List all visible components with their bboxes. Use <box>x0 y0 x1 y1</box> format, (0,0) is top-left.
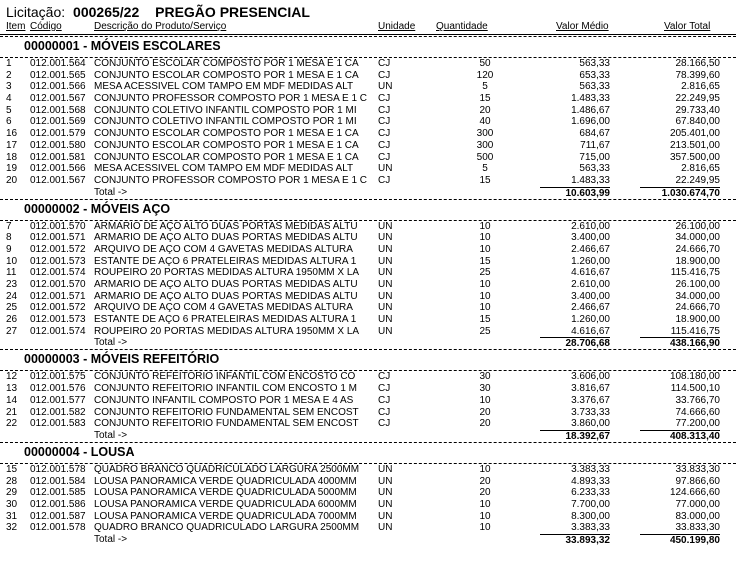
cell-average-value: 1.260,00 <box>571 255 610 267</box>
cell-unit: CJ <box>378 116 391 128</box>
cell-code: 012.001.574 <box>30 267 86 279</box>
cell-code: 012.001.573 <box>30 255 86 267</box>
cell-total-value: 24.666,70 <box>675 302 720 314</box>
total-average-value: 18.392,67 <box>540 430 610 443</box>
cell-unit: CJ <box>378 128 391 140</box>
cell-item: 11 <box>6 267 17 279</box>
cell-code: 012.001.578 <box>30 522 86 534</box>
cell-total-value: 213.501,00 <box>669 139 720 151</box>
cell-unit: UN <box>378 302 393 314</box>
cell-description: ESTANTE DE AÇO 6 PRATELEIRAS MEDIDAS ALTURA 1 <box>94 255 357 267</box>
group-title <box>0 349 736 371</box>
cell-description: CONJUNTO ESCOLAR COMPOSTO POR 1 MESA E 1 CA <box>94 58 359 69</box>
cell-average-value: 653,33 <box>579 69 610 81</box>
cell-average-value: 3.400,00 <box>571 232 610 244</box>
cell-description: ROUPEIRO 20 PORTAS MEDIDAS ALTURA 1950MM X LA <box>94 325 360 337</box>
group-title <box>0 199 736 221</box>
bid-modality: PREGÃO PRESENCIAL <box>155 4 310 20</box>
cell-code: 012.001.566 <box>30 81 86 93</box>
cell-unit: UN <box>378 522 393 534</box>
total-label: Total -> <box>94 534 128 545</box>
cell-total-value: 22.249,95 <box>675 174 720 186</box>
cell-quantity: 20 <box>479 406 491 418</box>
table-row <box>0 511 736 523</box>
total-sum-value: 438.166,90 <box>640 337 720 350</box>
cell-total-value: 2.816,65 <box>681 81 720 93</box>
cell-item: 5 <box>6 104 12 116</box>
cell-item: 26 <box>6 314 18 326</box>
cell-item: 19 <box>6 163 18 175</box>
cell-description: ESTANTE DE AÇO 6 PRATELEIRAS MEDIDAS ALTURA 1 <box>94 314 357 326</box>
cell-total-value: 2.816,65 <box>681 163 720 175</box>
cell-unit: UN <box>378 475 393 487</box>
cell-description: CONJUNTO REFEITORIO FUNDAMENTAL SEM ENCOST <box>94 418 359 430</box>
cell-code: 012.001.566 <box>30 163 86 175</box>
cell-item: 24 <box>6 290 18 302</box>
cell-average-value: 4.616,67 <box>571 267 610 279</box>
cell-description: CONJUNTO COLETIVO INFANTIL COMPOSTO POR 1 MI <box>94 104 357 116</box>
table-row <box>0 116 736 128</box>
cell-code: 012.001.585 <box>30 487 86 499</box>
cell-item: 29 <box>6 487 18 499</box>
cell-quantity: 10 <box>479 232 491 244</box>
cell-code: 012.001.570 <box>30 279 86 290</box>
cell-code: 012.001.580 <box>30 139 86 151</box>
table-row <box>0 476 736 488</box>
cell-quantity: 5 <box>482 81 488 93</box>
cell-item: 8 <box>6 232 12 244</box>
cell-total-value: 124.666,60 <box>669 487 720 499</box>
cell-quantity: 40 <box>479 116 491 128</box>
cell-unit: UN <box>378 81 393 93</box>
col-item: Item <box>6 21 26 32</box>
cell-average-value: 684,67 <box>579 128 610 140</box>
cell-description: CONJUNTO REFEITORIO INFANTIL COM ENCOSTO CO <box>94 371 356 383</box>
group-title-text: 00000003 - MÓVEIS REFEITÓRIO <box>24 352 220 367</box>
cell-average-value: 2.466,67 <box>571 243 610 255</box>
table-row <box>0 279 736 291</box>
group-total-row <box>0 337 736 349</box>
cell-unit: UN <box>378 232 393 244</box>
total-average-value: 33.893,32 <box>540 534 610 547</box>
total-sum-value: 408.313,40 <box>640 430 720 443</box>
cell-item: 7 <box>6 220 12 232</box>
cell-average-value: 563,33 <box>579 163 610 175</box>
cell-description: ARQUIVO DE AÇO COM 4 GAVETAS MEDIDAS ALTURA <box>94 243 353 255</box>
cell-quantity: 10 <box>479 290 491 302</box>
total-label: Total -> <box>94 186 128 198</box>
cell-description: CONJUNTO REFEITORIO INFANTIL COM ENCOSTO 1 M <box>94 383 357 395</box>
cell-unit: CJ <box>378 418 391 430</box>
table-row <box>0 140 736 152</box>
col-total-value: Valor Total <box>664 21 711 32</box>
cell-description: ARMARIO DE AÇO ALTO DUAS PORTAS MEDIDAS ALTU <box>94 220 358 232</box>
cell-description: CONJUNTO PROFESSOR COMPOSTO POR 1 MESA E 1 C <box>94 174 368 186</box>
cell-item: 9 <box>6 243 12 255</box>
cell-unit: CJ <box>378 394 391 406</box>
cell-quantity: 15 <box>479 314 491 326</box>
cell-quantity: 15 <box>479 255 491 267</box>
cell-code: 012.001.584 <box>30 475 86 487</box>
cell-code: 012.001.569 <box>30 116 86 128</box>
cell-description: ARMARIO DE AÇO ALTO DUAS PORTAS MEDIDAS ALTU <box>94 232 358 244</box>
group-total-row <box>0 430 736 442</box>
cell-total-value: 77.000,00 <box>675 498 720 510</box>
cell-item: 16 <box>6 128 18 140</box>
cell-quantity: 20 <box>479 418 491 430</box>
cell-quantity: 10 <box>479 463 491 475</box>
cell-average-value: 4.893,33 <box>571 475 610 487</box>
table-row <box>0 244 736 256</box>
cell-item: 21 <box>6 406 18 418</box>
group-title-text: 00000001 - MÓVEIS ESCOLARES <box>24 39 221 53</box>
cell-unit: UN <box>378 243 393 255</box>
cell-average-value: 8.300,00 <box>571 510 610 522</box>
table-row <box>0 464 736 476</box>
cell-unit: UN <box>378 255 393 267</box>
table-row <box>0 81 736 93</box>
cell-code: 012.001.581 <box>30 151 86 163</box>
cell-description: CONJUNTO PROFESSOR COMPOSTO POR 1 MESA E 1 C <box>94 93 368 105</box>
cell-quantity: 50 <box>479 58 491 69</box>
table-row <box>0 418 736 430</box>
table-row <box>0 163 736 175</box>
cell-unit: CJ <box>378 58 391 69</box>
cell-total-value: 26.100,00 <box>675 279 720 290</box>
cell-description: CONJUNTO REFEITORIO FUNDAMENTAL SEM ENCOST <box>94 406 359 418</box>
cell-total-value: 97.866,60 <box>675 475 720 487</box>
cell-item: 32 <box>6 522 18 534</box>
cell-code: 012.001.564 <box>30 58 86 69</box>
group-total-row <box>0 187 736 199</box>
cell-description: QUADRO BRANCO QUADRICULADO LARGURA 2500MM <box>94 463 360 475</box>
cell-item: 14 <box>6 394 18 406</box>
table-row <box>0 383 736 395</box>
cell-average-value: 1.486,67 <box>571 104 610 116</box>
cell-quantity: 500 <box>476 151 494 163</box>
total-sum-value: 1.030.674,70 <box>640 187 720 200</box>
cell-total-value: 24.666,70 <box>675 243 720 255</box>
cell-quantity: 25 <box>479 325 491 337</box>
bid-number: 000265/22 <box>73 4 140 20</box>
table-row <box>0 267 736 279</box>
cell-code: 012.001.575 <box>30 371 86 383</box>
cell-unit: CJ <box>378 69 391 81</box>
cell-total-value: 18.900,00 <box>675 314 720 326</box>
cell-total-value: 34.000,00 <box>675 232 720 244</box>
cell-unit: CJ <box>378 174 391 186</box>
cell-item: 22 <box>6 418 18 430</box>
cell-average-value: 7.700,00 <box>571 498 610 510</box>
item-group <box>0 349 736 441</box>
cell-item: 28 <box>6 475 18 487</box>
cell-quantity: 300 <box>476 128 494 140</box>
cell-item: 12 <box>6 371 18 383</box>
table-row <box>0 232 736 244</box>
cell-description: LOUSA PANORAMICA VERDE QUADRICULADA 6000MM <box>94 498 357 510</box>
cell-description: CONJUNTO ESCOLAR COMPOSTO POR 1 MESA E 1 CA <box>94 128 359 140</box>
cell-total-value: 33.766,70 <box>675 394 720 406</box>
cell-average-value: 2.466,67 <box>571 302 610 314</box>
cell-item: 27 <box>6 325 18 337</box>
total-sum-value: 450.199,80 <box>640 534 720 547</box>
table-row <box>0 221 736 233</box>
cell-quantity: 10 <box>479 522 491 534</box>
table-row <box>0 302 736 314</box>
cell-quantity: 120 <box>476 69 494 81</box>
items-table <box>0 36 736 546</box>
cell-unit: CJ <box>378 104 391 116</box>
group-title-text: 00000002 - MÓVEIS AÇO <box>24 201 171 216</box>
item-group <box>0 442 736 546</box>
total-average-value: 10.603,99 <box>540 187 610 200</box>
cell-item: 3 <box>6 81 12 93</box>
cell-quantity: 30 <box>479 383 491 395</box>
table-row <box>0 395 736 407</box>
cell-quantity: 20 <box>479 487 491 499</box>
cell-total-value: 83.000,00 <box>675 510 720 522</box>
table-row <box>0 407 736 419</box>
cell-description: CONJUNTO INFANTIL COMPOSTO POR 1 MESA E 4 AS <box>94 394 354 406</box>
cell-total-value: 77.200,00 <box>675 418 720 430</box>
table-row <box>0 314 736 326</box>
item-group <box>0 199 736 350</box>
cell-code: 012.001.583 <box>30 418 86 430</box>
table-row <box>0 256 736 268</box>
cell-unit: UN <box>378 290 393 302</box>
cell-quantity: 10 <box>479 498 491 510</box>
cell-item: 15 <box>6 463 18 475</box>
col-average-value: Valor Médio <box>556 21 609 32</box>
cell-total-value: 78.399,60 <box>675 69 720 81</box>
cell-code: 012.001.573 <box>30 314 86 326</box>
col-unit: Unidade <box>378 21 416 32</box>
cell-code: 012.001.572 <box>30 302 86 314</box>
cell-description: MESA ACESSIVEL COM TAMPO EM MDF MEDIDAS ALT <box>94 81 354 93</box>
cell-total-value: 115.416,75 <box>670 325 720 337</box>
cell-item: 20 <box>6 174 18 186</box>
cell-quantity: 10 <box>479 220 491 232</box>
item-group <box>0 36 736 199</box>
cell-total-value: 33.833,30 <box>675 522 720 534</box>
cell-unit: UN <box>378 279 393 290</box>
cell-item: 10 <box>6 255 18 267</box>
cell-code: 012.001.571 <box>30 290 86 302</box>
table-row <box>0 70 736 82</box>
cell-description: ARMARIO DE AÇO ALTO DUAS PORTAS MEDIDAS ALTU <box>94 279 358 290</box>
cell-item: 30 <box>6 498 18 510</box>
table-row <box>0 105 736 117</box>
cell-quantity: 15 <box>479 93 491 105</box>
cell-description: QUADRO BRANCO QUADRICULADO LARGURA 2500MM <box>94 522 360 534</box>
cell-quantity: 20 <box>479 475 491 487</box>
cell-average-value: 4.616,67 <box>571 325 610 337</box>
column-header <box>0 21 736 35</box>
group-title <box>0 442 736 464</box>
cell-unit: UN <box>378 498 393 510</box>
cell-total-value: 74.666,60 <box>675 406 720 418</box>
cell-quantity: 10 <box>479 510 491 522</box>
cell-code: 012.001.574 <box>30 325 86 337</box>
cell-description: CONJUNTO ESCOLAR COMPOSTO POR 1 MESA E 1 CA <box>94 139 359 151</box>
cell-quantity: 10 <box>479 302 491 314</box>
cell-average-value: 3.383,33 <box>571 522 610 534</box>
cell-average-value: 1.483,33 <box>571 93 610 105</box>
cell-code: 012.001.577 <box>30 394 86 406</box>
cell-code: 012.001.579 <box>30 128 86 140</box>
cell-unit: CJ <box>378 151 391 163</box>
cell-quantity: 10 <box>479 279 491 290</box>
cell-quantity: 10 <box>479 394 491 406</box>
group-total-row <box>0 534 736 546</box>
total-average-value: 28.706,68 <box>540 337 610 350</box>
cell-total-value: 114.500,10 <box>670 383 720 395</box>
cell-total-value: 67.840,00 <box>675 116 720 128</box>
cell-unit: CJ <box>378 371 391 383</box>
cell-unit: UN <box>378 325 393 337</box>
cell-unit: UN <box>378 163 393 175</box>
table-row <box>0 152 736 164</box>
table-row <box>0 128 736 140</box>
cell-average-value: 563,33 <box>579 81 610 93</box>
cell-unit: UN <box>378 510 393 522</box>
cell-quantity: 30 <box>479 371 491 383</box>
cell-code: 012.001.565 <box>30 69 86 81</box>
bid-label: Licitação: <box>6 4 66 20</box>
cell-average-value: 711,67 <box>580 139 610 151</box>
cell-item: 18 <box>6 151 18 163</box>
cell-item: 13 <box>6 383 18 395</box>
cell-average-value: 1.260,00 <box>571 314 610 326</box>
cell-total-value: 357.500,00 <box>669 151 720 163</box>
table-row <box>0 326 736 338</box>
table-row <box>0 58 736 70</box>
cell-unit: CJ <box>378 383 391 395</box>
cell-average-value: 1.483,33 <box>571 174 610 186</box>
cell-average-value: 3.383,33 <box>571 463 610 475</box>
cell-average-value: 3.400,00 <box>571 290 610 302</box>
cell-average-value: 563,33 <box>579 58 610 69</box>
cell-average-value: 3.376,67 <box>571 394 610 406</box>
table-row <box>0 291 736 303</box>
cell-code: 012.001.570 <box>30 220 86 232</box>
total-label: Total -> <box>94 429 128 441</box>
cell-unit: UN <box>378 220 393 232</box>
cell-average-value: 3.860,00 <box>571 418 610 430</box>
cell-unit: CJ <box>378 406 391 418</box>
cell-total-value: 26.100,00 <box>675 220 720 232</box>
cell-quantity: 20 <box>479 104 491 116</box>
cell-code: 012.001.582 <box>30 406 86 418</box>
cell-item: 25 <box>6 302 18 314</box>
cell-description: LOUSA PANORAMICA VERDE QUADRICULADA 7000MM <box>94 510 357 522</box>
cell-description: LOUSA PANORAMICA VERDE QUADRICULADA 4000MM <box>94 475 357 487</box>
cell-quantity: 300 <box>476 139 494 151</box>
cell-description: CONJUNTO ESCOLAR COMPOSTO POR 1 MESA E 1 CA <box>94 69 359 81</box>
cell-code: 012.001.587 <box>30 510 86 522</box>
cell-code: 012.001.576 <box>30 383 86 395</box>
cell-unit: UN <box>378 463 393 475</box>
cell-quantity: 5 <box>482 163 488 175</box>
cell-description: ARMARIO DE AÇO ALTO DUAS PORTAS MEDIDAS ALTU <box>94 290 358 302</box>
cell-unit: CJ <box>378 93 391 105</box>
table-row <box>0 522 736 534</box>
cell-average-value: 3.816,67 <box>571 383 610 395</box>
cell-quantity: 15 <box>479 174 491 186</box>
group-title-text: 00000004 - LOUSA <box>24 444 135 459</box>
cell-total-value: 28.166,50 <box>675 58 720 69</box>
cell-code: 012.001.567 <box>30 93 86 105</box>
cell-code: 012.001.568 <box>30 104 86 116</box>
cell-average-value: 3.733,33 <box>571 406 610 418</box>
cell-total-value: 205.401,00 <box>669 128 720 140</box>
table-row <box>0 93 736 105</box>
cell-item: 17 <box>6 139 18 151</box>
cell-unit: CJ <box>378 139 391 151</box>
cell-item: 6 <box>6 116 12 128</box>
table-row <box>0 371 736 383</box>
cell-unit: UN <box>378 487 393 499</box>
cell-description: ARQUIVO DE AÇO COM 4 GAVETAS MEDIDAS ALTURA <box>94 302 353 314</box>
cell-unit: UN <box>378 267 393 279</box>
cell-item: 31 <box>6 510 18 522</box>
col-quantity: Quantidade <box>436 21 488 32</box>
cell-average-value: 6.233,33 <box>571 487 610 499</box>
group-title <box>0 36 736 58</box>
cell-average-value: 2.610,00 <box>571 220 610 232</box>
table-row <box>0 499 736 511</box>
table-row <box>0 487 736 499</box>
cell-unit: UN <box>378 314 393 326</box>
cell-description: MESA ACESSIVEL COM TAMPO EM MDF MEDIDAS ALT <box>94 163 354 175</box>
cell-average-value: 2.610,00 <box>571 279 610 290</box>
cell-quantity: 25 <box>479 267 491 279</box>
cell-average-value: 715,00 <box>579 151 610 163</box>
cell-total-value: 18.900,00 <box>675 255 720 267</box>
cell-description: CONJUNTO COLETIVO INFANTIL COMPOSTO POR 1 MI <box>94 116 357 128</box>
cell-total-value: 34.000,00 <box>675 290 720 302</box>
col-description: Descrição do Produto/Serviço <box>94 21 227 32</box>
cell-code: 012.001.578 <box>30 463 86 475</box>
cell-code: 012.001.571 <box>30 232 86 244</box>
cell-code: 012.001.572 <box>30 243 86 255</box>
cell-quantity: 10 <box>479 243 491 255</box>
cell-average-value: 3.606,00 <box>571 371 610 383</box>
cell-total-value: 108.180,00 <box>669 371 720 383</box>
cell-average-value: 1.696,00 <box>571 116 610 128</box>
cell-description: LOUSA PANORAMICA VERDE QUADRICULADA 5000MM <box>94 487 357 499</box>
cell-item: 23 <box>6 279 18 290</box>
cell-item: 1 <box>6 58 12 69</box>
cell-total-value: 33.833,30 <box>675 463 720 475</box>
cell-total-value: 115.416,75 <box>670 267 720 279</box>
total-label: Total -> <box>94 337 128 349</box>
cell-total-value: 29.733,40 <box>675 104 720 116</box>
cell-code: 012.001.586 <box>30 498 86 510</box>
table-row <box>0 175 736 187</box>
cell-total-value: 22.249,95 <box>675 93 720 105</box>
col-code: Código <box>30 21 62 32</box>
cell-description: CONJUNTO ESCOLAR COMPOSTO POR 1 MESA E 1 CA <box>94 151 359 163</box>
cell-item: 2 <box>6 69 12 81</box>
cell-item: 4 <box>6 93 12 105</box>
cell-description: ROUPEIRO 20 PORTAS MEDIDAS ALTURA 1950MM X LA <box>94 267 360 279</box>
page-title <box>6 4 310 20</box>
cell-code: 012.001.567 <box>30 174 86 186</box>
